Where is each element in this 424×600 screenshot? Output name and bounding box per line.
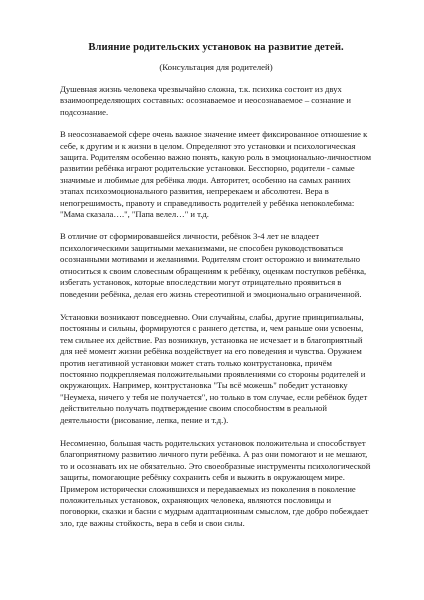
document-subtitle: (Консультация для родителей): [159, 62, 273, 72]
paragraph: Установки возникают повседневно. Они случайны, слабы, другие принципиальны, постоянны и сильны, формируются с раннего детства, и, чем раньше они усвоены, тем сильнее их действие. Раз возникнув, установка не исчезает и в благоприятный для неё момент жизни ребёнка воздействует на его поведения и чувства. Оружием против негативной установки может стать только контрустановка, причём постоянно подкрепляемая положительными проявлениями со стороны родителей и окружающих. Например, контрустановка "Ты всё можешь" победит установку "Неумеха, ничего у тебя не получается", но только в том случае, если ребёнок будет действительно получать подтверждение своим способностям в реальной деятельности (рисование, лепка, пение и т.д.).: [60, 311, 368, 425]
document-title: Влияние родительских установок на развитие детей.: [88, 42, 344, 53]
paragraph: В отличие от сформировавшейся личности, ребёнок 3-4 лет не владеет психологическими защитными механизмами, не способен руководствоваться осознанными мотивами и желаниями. Родителям стоит осторожно и внимательно относиться к своим словесным обращениям к ребёнку, оценкам поступков ребёнка, избегать установок, которые впоследствии могут отрицательно проявиться в поведении ребёнка, делая его жизнь стереотипной и эмоционально ограниченной.: [60, 231, 367, 299]
paragraph: Несомненно, большая часть родительских установок положительна и способствует благоприятному развитию личного пути ребёнка. А раз они помогают и не мешают, то и осознавать их не обязательно. Это своеобразные инструменты психологической защиты, помогающие ребёнку сохранить себя и выжить в окружающем мире. Примером исторически сложившихся и передаваемых из поколения в поколение положительных установок, охраняющих человека, являются пословицы и поговорки, сказки и басни с мудрым адаптационным смыслом, где добро побеждает зло, где важны стойкость, вера в себя и свои силы.: [60, 437, 371, 528]
paragraph: Душевная жизнь человека чрезвычайно сложна, т.к. психика состоит из двух взаимоопределяющих составных: осознаваемое и неосознаваемое – сознание и подсознание.: [60, 84, 351, 117]
paragraph: В неосознаваемой сфере очень важное значение имеет фиксированное отношение к себе, к другим и к жизни в целом. Определяют это установки и психологическая защита. Родителям особенно важно понять, какую роль в эмоционально-личностном развитии ребёнка играют родительские установки. Бесспорно, родители - самые значимые и любимые для ребёнка люди. Авторитет, особенно на самых ранних этапах психоэмоционального развития, непререкаем и абсолютен. Вера в непогрешимость, правоту и справедливость родителей у ребёнка непоколебима: "Мама сказала….", "Папа велел…" и т.д.: [60, 129, 372, 220]
